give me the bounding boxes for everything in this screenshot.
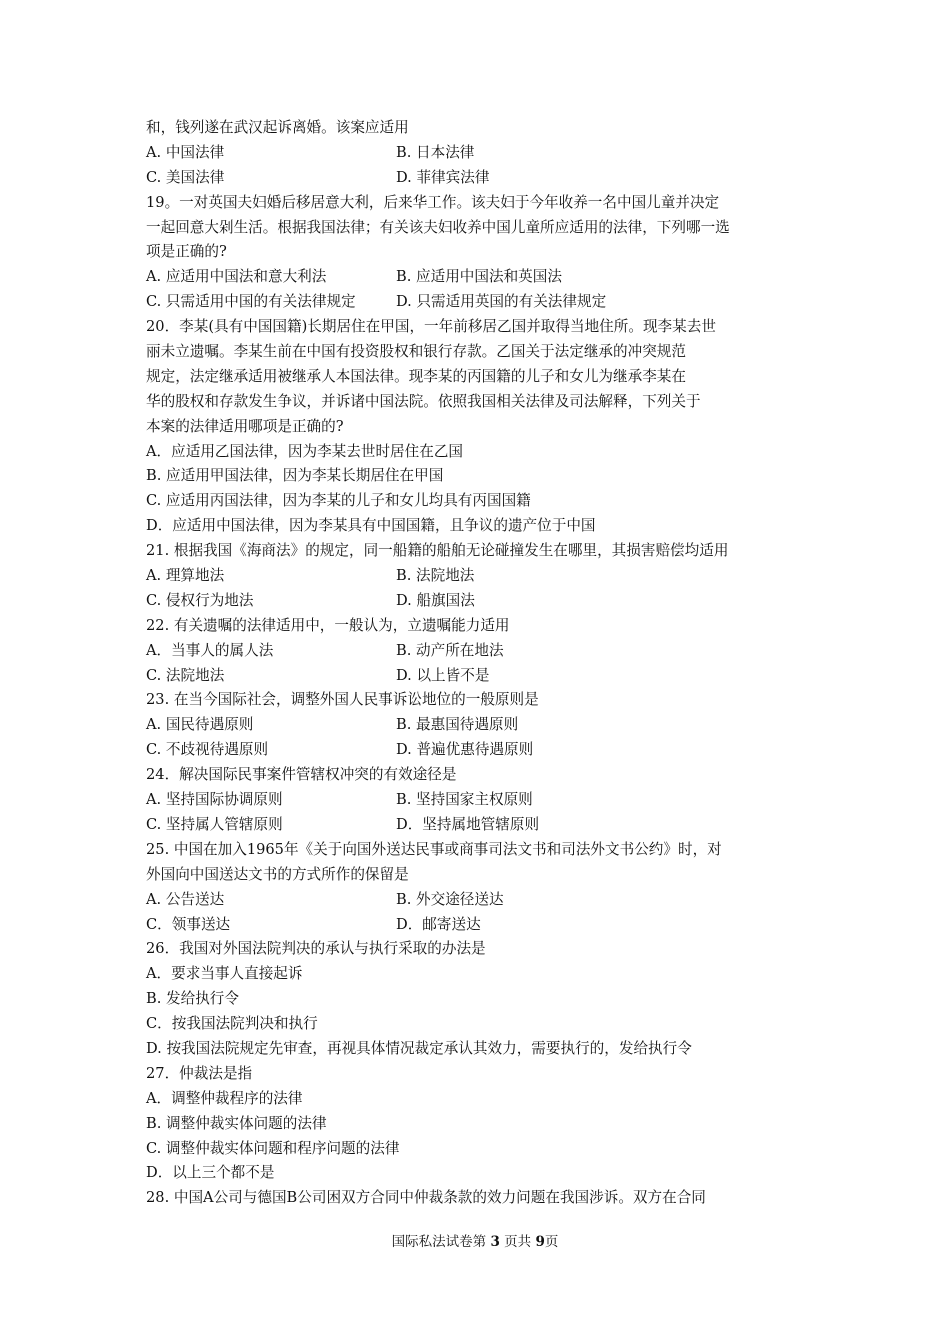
text-line: 25. 中国在加入1965年《关于向国外送达民事或商事司法文书和司法外文书公约》时，对 <box>146 840 722 858</box>
footer-total-pages: 9 <box>535 1234 545 1250</box>
option-text: C. 不歧视待遇原则 <box>146 741 269 759</box>
text-line: 华的股权和存款发生争议，并诉诸中国法院。依照我国相关法律及司法解释，下列关于 <box>146 392 701 410</box>
text-line: 21. 根据我国《海商法》的规定，同一船籍的船舶无论碰撞发生在哪里，其损害赔偿均适用 <box>146 542 729 560</box>
option-text: C. 侵权行为地法 <box>146 591 254 609</box>
option-text: D. 普遍优惠待遇原则 <box>396 741 534 759</box>
text-line: 28. 中国A公司与德国B公司困双方合同中仲裁条款的效力问题在我国涉诉。双方在合同 <box>146 1189 706 1207</box>
text-line: A．调整仲裁程序的法律 <box>146 1089 303 1107</box>
text-line: 23. 在当今国际社会，调整外国人民事诉讼地位的一般原则是 <box>146 691 539 709</box>
text-line: 丽未立遗嘱。李某生前在中国有投资股权和银行存款。乙国关于法定继承的冲突规范 <box>146 343 686 361</box>
option-row <box>146 290 814 315</box>
option-text: B. 外交途径送达 <box>396 890 504 908</box>
text-line: 27．仲裁法是指 <box>146 1064 253 1082</box>
option-text: B. 动产所在地法 <box>396 641 504 659</box>
option-text: D. 只需适用英国的有关法律规定 <box>396 293 607 311</box>
option-row <box>146 738 814 763</box>
text-line: D．以上三个都不是 <box>146 1164 275 1182</box>
option-row <box>146 265 814 290</box>
text-line: B. 调整仲裁实体问题的法律 <box>146 1114 327 1132</box>
option-row <box>146 639 814 664</box>
option-text: D. 船旗国法 <box>396 591 475 609</box>
footer-page-number: 3 <box>490 1234 500 1250</box>
footer-suffix: 页 <box>544 1234 559 1250</box>
text-line: B. 应适用甲国法律，因为李某长期居住在甲国 <box>146 467 444 485</box>
text-line: B. 发给执行令 <box>146 990 239 1008</box>
text-line: 项是正确的? <box>146 243 227 261</box>
option-row <box>146 788 814 813</box>
option-text: A．当事人的属人法 <box>146 641 274 659</box>
option-row <box>146 166 814 191</box>
option-text: C. 美国法律 <box>146 168 225 186</box>
option-text: A. 国民待遇原则 <box>146 716 254 734</box>
option-text: B. 应适用中国法和英国法 <box>396 268 562 286</box>
option-text: A. 坚持国际协调原则 <box>146 791 283 809</box>
text-line: A．应适用乙国法律，因为李某去世时居住在乙国 <box>146 442 464 460</box>
option-text: B. 法院地法 <box>396 567 475 585</box>
option-text: B. 日本法律 <box>396 143 475 161</box>
text-line: D．应适用中国法律，因为李某具有中国国籍，且争议的遗产位于中国 <box>146 517 596 535</box>
text-line: 规定，法定继承适用被继承人本国法律。现李某的丙国籍的儿子和女儿为继承李某在 <box>146 367 686 385</box>
page-footer <box>0 1230 950 1250</box>
option-row <box>146 888 814 913</box>
option-text: C. 坚持属人管辖原则 <box>146 815 283 833</box>
option-text: A. 中国法律 <box>146 143 225 161</box>
text-line: 外国向中国送达文书的方式所作的保留是 <box>146 865 409 883</box>
text-line: C．按我国法院判决和执行 <box>146 1015 318 1033</box>
option-text: A. 公告送达 <box>146 890 225 908</box>
option-text: D. 菲律宾法律 <box>396 168 490 186</box>
option-row <box>146 664 814 689</box>
option-text: B. 坚持国家主权原则 <box>396 791 533 809</box>
option-text: C．领事送达 <box>146 915 231 933</box>
footer-middle: 页共 <box>504 1234 532 1250</box>
text-line: 和，钱列遂在武汉起诉离婚。该案应适用 <box>146 119 409 136</box>
option-text: A. 理算地法 <box>146 567 225 585</box>
option-text: D．坚持属地管辖原则 <box>396 815 540 833</box>
exam-page-body <box>146 116 814 1211</box>
option-row <box>146 813 814 838</box>
text-line: 一起回意大剁生活。根据我国法律；有关该夫妇收养中国儿童所应适用的法律，下列哪一选 <box>146 218 730 236</box>
text-line: 22. 有关遗嘱的法律适用中，一般认为，立遗嘱能力适用 <box>146 616 510 634</box>
text-line: 24．解决国际民事案件管辖权冲突的有效途径是 <box>146 766 457 784</box>
text-line: D. 按我国法院规定先审查，再视具体情况裁定承认其效力，需要执行的，发给执行令 <box>146 1039 692 1057</box>
text-line: 本案的法律适用哪项是正确的? <box>146 417 344 435</box>
text-line: C. 调整仲裁实体问题和程序问题的法律 <box>146 1139 400 1157</box>
option-text: A. 应适用中国法和意大利法 <box>146 268 327 286</box>
option-text: D. 以上皆不是 <box>396 666 490 684</box>
option-text: C. 法院地法 <box>146 666 225 684</box>
option-text: B. 最惠国待遇原则 <box>396 716 519 734</box>
text-line: 20．李某(具有中国国籍)长期居住在甲国，一年前移居乙国并取得当地住所。现李某去世 <box>146 318 716 336</box>
text-line: A．要求当事人直接起诉 <box>146 965 303 983</box>
option-row <box>146 141 814 166</box>
option-row <box>146 913 814 938</box>
option-row <box>146 589 814 614</box>
footer-prefix: 国际私法试卷第 <box>391 1234 487 1250</box>
option-text: D．邮寄送达 <box>396 915 481 933</box>
text-line: 26．我国对外国法院判决的承认与执行采取的办法是 <box>146 940 486 958</box>
text-line: 19。一对英国夫妇婚后移居意大利，后来华工作。该夫妇于今年收养一名中国儿童并决定 <box>146 193 720 211</box>
option-text: C. 只需适用中国的有关法律规定 <box>146 293 356 311</box>
text-line: C. 应适用丙国法律，因为李某的儿子和女儿均具有丙国国籍 <box>146 492 531 510</box>
option-row <box>146 564 814 589</box>
option-row <box>146 713 814 738</box>
